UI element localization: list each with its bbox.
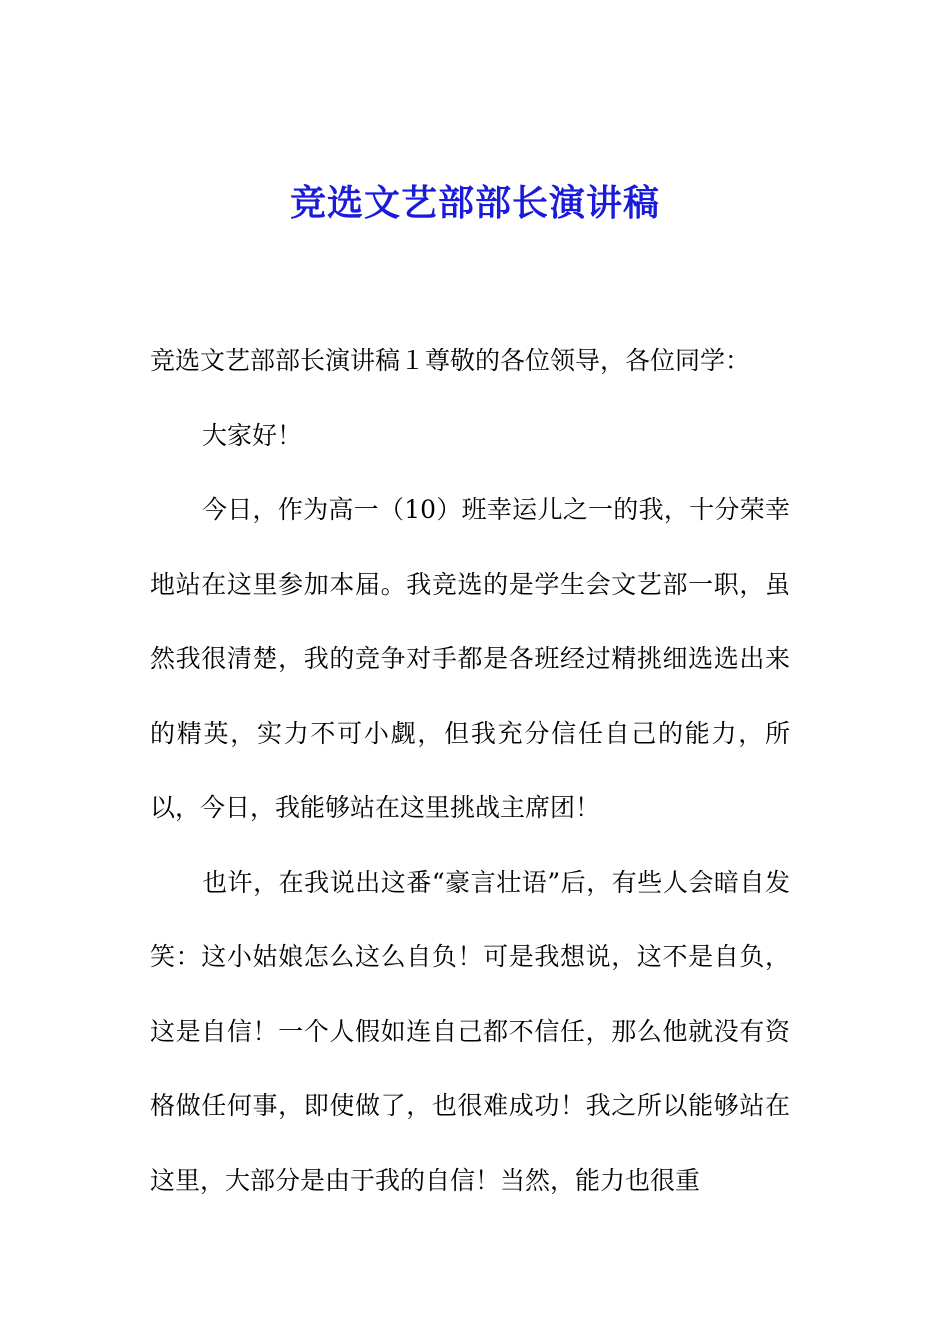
document-body	[150, 324, 790, 1218]
paragraph-greeting: 大家好！	[202, 420, 303, 450]
paragraph-introduction: 今日，作为高一（10）班幸运儿之一的我，十分荣幸地站在这里参加本届。我竞选的是学生会文艺部一职，虽然我很清楚，我的竞争对手都是各班经过精挑细选选出来的精英，实力不可小觑，但我充分信任自己的能力，所以，今日，我能够站在这里挑战主席团！	[150, 495, 790, 822]
paragraph-salutation: 竞选文艺部部长演讲稿１尊敬的各位领导，各位同学：	[150, 346, 751, 375]
document-title: 竞选文艺部部长演讲稿	[289, 182, 660, 224]
paragraph-confidence: 也许，在我说出这番“豪言壮语”后，有些人会暗自发笑：这小姑娘怎么这么自负！可是我想说，这不是自负，这是自信！一个人假如连自己都不信任，那么他就没有资格做任何事，即使做了，也很难成功！我之所以能够站在这里，大部分是由于我的自信！当然，能力也很重	[150, 867, 790, 1195]
